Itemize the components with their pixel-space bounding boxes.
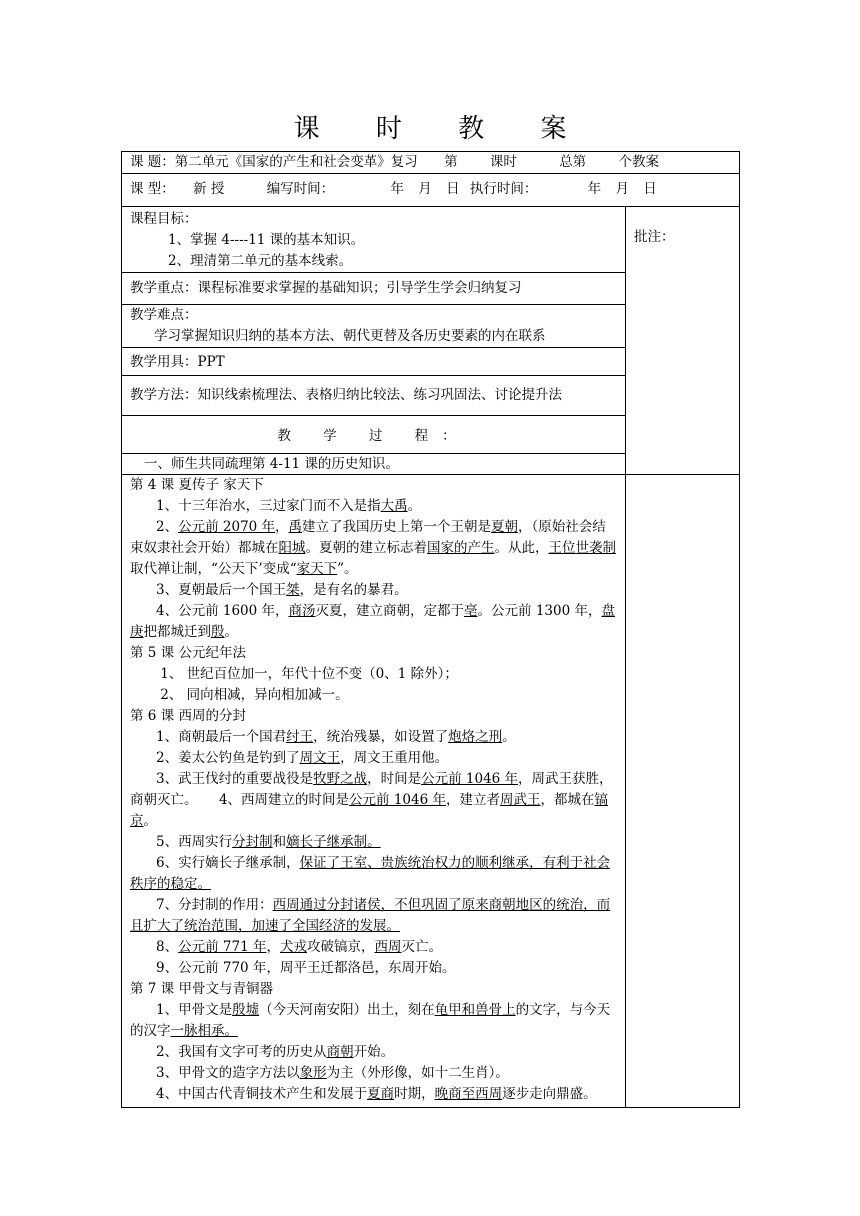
total-label: 总第 bbox=[559, 154, 587, 170]
objectives-label: 课程目标： bbox=[130, 211, 198, 227]
process-line: 1、商朝最后一个国君纣王，统治残暴，如设置了炮烙之刑。 bbox=[156, 729, 516, 745]
write-time-label: 编写时间： bbox=[266, 181, 335, 197]
process-line: 6、实行嫡长子继承制，保证了王室、贵族统治权力的顺利继承，有利于社会秩序的稳定。 bbox=[130, 855, 611, 892]
process-content-row bbox=[122, 475, 740, 1108]
exec-time-label: 执行时间： bbox=[469, 181, 538, 197]
process-line: 2、我国有文字可考的历史从商朝开始。 bbox=[156, 1044, 395, 1060]
process-label: 教 学 过 程： bbox=[277, 428, 470, 444]
topic-row bbox=[122, 152, 740, 174]
process-line: 1、 世纪百位加一，年代十位不变（0、1 除外）； bbox=[156, 666, 458, 682]
objective-item: 1、掌握 4----11 课的基本知识。 bbox=[168, 232, 365, 248]
process-line: 3、甲骨文的造字方法以象形为主（外形像，如十二生肖）。 bbox=[156, 1065, 509, 1081]
total-unit: 个教案 bbox=[618, 154, 659, 170]
process-line: 一、师生共同疏理第 4-11 课的历史知识。 bbox=[144, 456, 399, 472]
write-day: 日 bbox=[446, 181, 460, 197]
note-column bbox=[626, 207, 740, 475]
process-line: 第 5 课 公元纪年法 bbox=[130, 645, 246, 661]
methods: 教学方法：知识线索梳理法、表格归纳比较法、练习巩固法、讨论提升法 bbox=[130, 387, 562, 403]
process-line: 第 6 课 西周的分封 bbox=[130, 708, 246, 724]
write-month: 月 bbox=[418, 181, 432, 197]
page-title: 课 时 教 案 bbox=[293, 114, 591, 144]
process-line: 1、十三年治水，三过家门而不入是指大禹。 bbox=[156, 498, 422, 514]
process-line: 1、甲骨文是殷墟（今天河南安阳）出土，刻在龟甲和兽骨上的文字，与今天的汉字一脉相承。 bbox=[130, 1002, 611, 1039]
process-line: 3、武王伐纣的重要战役是牧野之战，时间是公元前 1046 年，周武王获胜，商朝灭亡。 4、西周建立的时间是公元前 1046 年，建立者周武王，都城在镐京。 bbox=[130, 771, 613, 829]
key-points: 教学重点：课程标准要求掌握的基础知识；引导学生学会归纳复习 bbox=[130, 280, 522, 296]
process-line: 8、公元前 771 年，犬戎攻破镐京，西周灭亡。 bbox=[156, 939, 442, 955]
process-line: 5、西周实行分封制和嫡长子继承制。 bbox=[156, 834, 381, 850]
objective-item: 2、理清第二单元的基本线索。 bbox=[168, 253, 353, 269]
process-line: 9、公元前 770 年，周平王迁都洛邑，东周开始。 bbox=[156, 960, 456, 976]
write-year: 年 bbox=[390, 181, 404, 197]
objectives-row bbox=[122, 207, 740, 273]
note-lower bbox=[626, 475, 740, 1108]
process-line: 2、 同向相减，异向相加减一。 bbox=[156, 687, 349, 703]
type-row bbox=[122, 174, 740, 207]
process-line: 3、夏朝最后一个国王桀，是有名的暴君。 bbox=[156, 582, 408, 598]
topic-value: 第二单元《国家的产生和社会变革》复习 bbox=[174, 154, 418, 170]
process-line: 4、中国古代青铜技术产生和发展于夏商时期，晚商至西周逐步走向鼎盛。 bbox=[156, 1086, 597, 1102]
type-value: 新 授 bbox=[193, 181, 225, 197]
lesson-plan-table bbox=[121, 151, 740, 1108]
topic-label: 课 题： bbox=[130, 154, 175, 170]
exec-month: 月 bbox=[615, 181, 629, 197]
process-line: 7、分封制的作用：西周通过分封诸侯，不但巩固了原来商朝地区的统治，而且扩大了统治范围，加速了全国经济的发展。 bbox=[130, 897, 611, 934]
process-content bbox=[122, 456, 626, 1108]
process-line: 4、公元前 1600 年，商汤灭夏，建立商朝，定都于亳。公元前 1300 年，盘庚把都城迁到殷。 bbox=[130, 603, 615, 640]
tools: 教学用具：PPT bbox=[130, 354, 225, 370]
note-label: 批注： bbox=[634, 229, 675, 245]
process-line: 2、公元前 2070 年，禹建立了我国历史上第一个王朝是夏朝，（原始社会结束奴隶社会开始）都城在阳城。夏朝的建立标志着国家的产生。从此，王位世袭制取代禅让制，“公天下’变成“家天下”。 bbox=[130, 519, 616, 577]
process-line: 2、姜太公钓鱼是钓到了周文王，周文王重用他。 bbox=[156, 750, 449, 766]
lesson-no-label: 第 bbox=[444, 154, 458, 170]
process-line: 第 7 课 甲骨文与青铜器 bbox=[130, 981, 273, 997]
process-line: 第 4 课 夏传子 家天下 bbox=[130, 477, 264, 493]
exec-year: 年 bbox=[587, 181, 602, 197]
difficulties-label: 教学难点： bbox=[130, 307, 198, 323]
difficulties-text: 学习掌握知识归纳的基本方法、朝代更替及各历史要素的内在联系 bbox=[154, 328, 546, 344]
type-label: 课 型： bbox=[130, 181, 175, 197]
lesson-unit: 课时 bbox=[489, 154, 517, 170]
exec-day: 日 bbox=[643, 181, 657, 197]
